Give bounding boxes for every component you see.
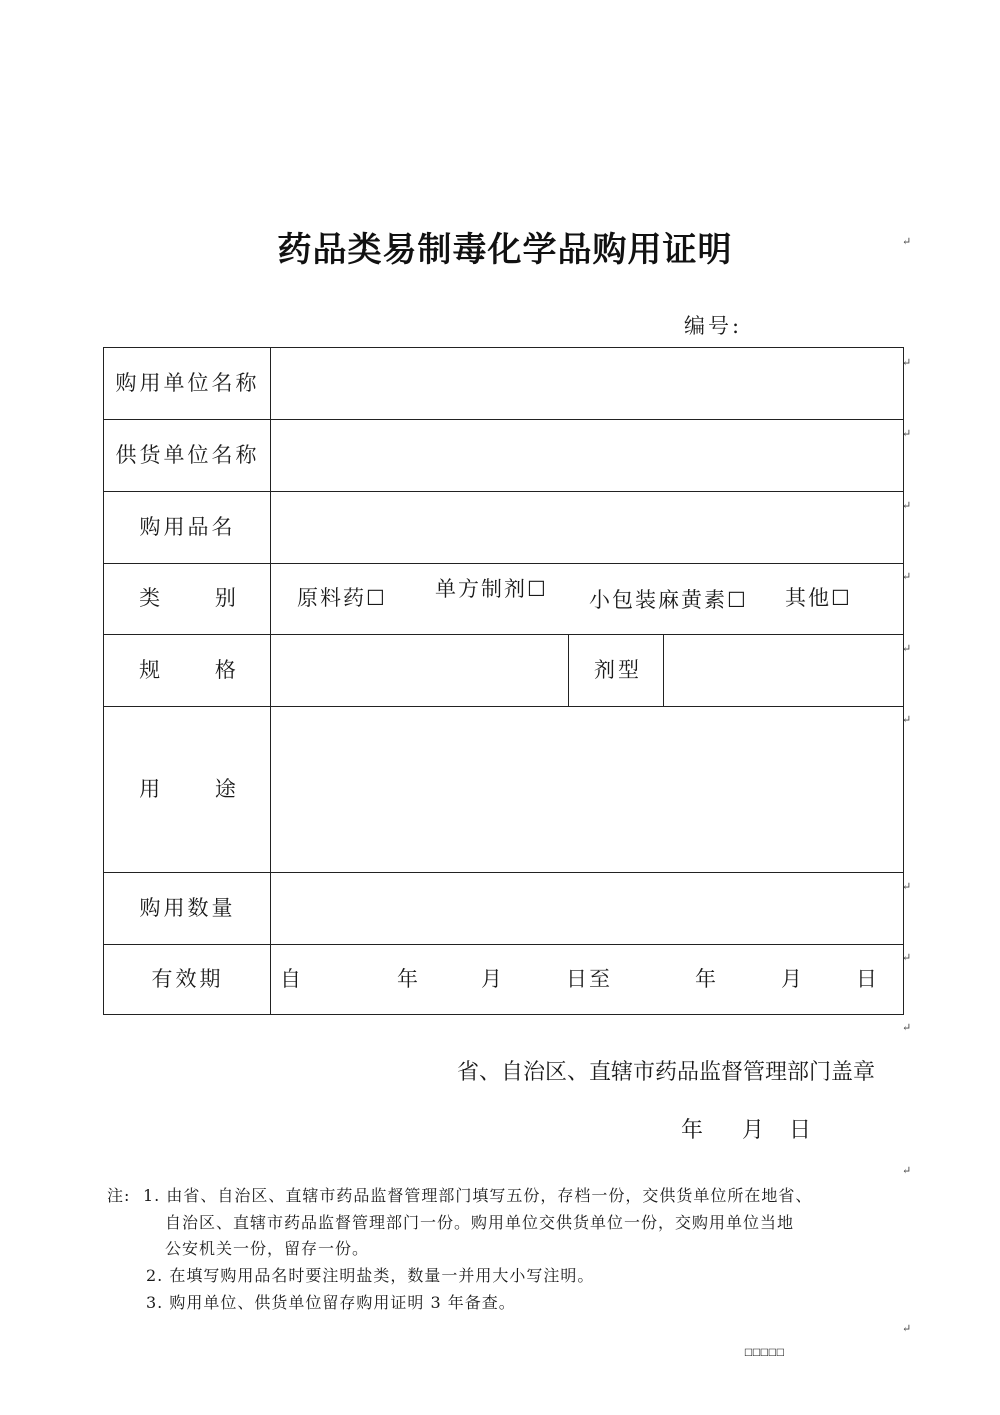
note-line: 2. 在填写购用品名时要注明盐类，数量一并用大小写注明。 [146, 1266, 595, 1285]
validity-start-day-to: 日至 [566, 967, 612, 991]
dosage-form-field[interactable] [664, 635, 903, 706]
validity-from: 自 [280, 967, 301, 991]
paragraph-mark-icon: ↵ [902, 880, 912, 893]
validity-end-month: 月 [781, 967, 802, 991]
paragraph-mark-icon: ↵ [902, 235, 912, 248]
quantity-label: 购用数量 [139, 896, 236, 920]
paragraph-mark-icon: ↵ [902, 951, 912, 964]
note-line: 公安机关一份，留存一份。 [165, 1239, 370, 1258]
authority-stamp-label: 省、自治区、直辖市药品监督管理部门盖章 [457, 1060, 876, 1085]
stamp-date-year: 年 [681, 1118, 704, 1143]
dosage-form-label: 剂型 [594, 658, 642, 682]
stamp-date-day: 日 [789, 1118, 812, 1143]
category-option-ephedrine[interactable]: 小包装麻黄素☐ [589, 588, 748, 612]
spec-divider [568, 634, 569, 706]
paragraph-mark-icon: ↵ [902, 642, 912, 655]
footer-mark: ☐☐☐☐☐ [744, 1348, 784, 1359]
row-divider [104, 563, 903, 564]
paragraph-mark-icon: ↵ [902, 1164, 912, 1177]
paragraph-mark-icon: ↵ [902, 356, 912, 369]
purchase-certificate-form [103, 347, 904, 1015]
category-label: 类 别 [139, 586, 260, 610]
validity-start-year: 年 [397, 967, 418, 991]
serial-number-label: 编号: [684, 314, 743, 338]
paragraph-mark-icon: ↵ [902, 713, 912, 726]
supplier-name-field[interactable] [271, 420, 903, 491]
supplier-name-label: 供货单位名称 [115, 443, 260, 467]
document-title: 药品类易制毒化学品购用证明 [277, 230, 733, 270]
validity-end-day: 日 [856, 967, 877, 991]
paragraph-mark-icon: ↵ [902, 1021, 912, 1034]
usage-field[interactable] [271, 707, 903, 872]
paragraph-mark-icon: ↵ [902, 499, 912, 512]
product-name-field[interactable] [271, 492, 903, 563]
purchaser-name-field[interactable] [271, 348, 903, 419]
paragraph-mark-icon: ↵ [902, 1322, 912, 1335]
note-line: 3. 购用单位、供货单位留存购用证明 3 年备查。 [146, 1293, 516, 1312]
purchaser-name-label: 购用单位名称 [115, 371, 260, 395]
validity-end-year: 年 [695, 967, 716, 991]
note-line: 自治区、直辖市药品监督管理部门一份。购用单位交供货单位一份，交购用单位当地 [165, 1213, 795, 1232]
spec-label: 规 格 [139, 658, 260, 682]
category-option-raw-material[interactable]: 原料药☐ [297, 586, 387, 610]
usage-label: 用 途 [139, 777, 260, 801]
row-divider [104, 944, 903, 945]
paragraph-mark-icon: ↵ [902, 427, 912, 440]
category-option-other[interactable]: 其他☐ [785, 586, 852, 610]
notes-prefix: 注: [107, 1186, 131, 1205]
validity-start-month: 月 [481, 967, 502, 991]
stamp-date-month: 月 [742, 1118, 765, 1143]
quantity-field[interactable] [271, 873, 903, 944]
paragraph-mark-icon: ↵ [902, 570, 912, 583]
product-name-label: 购用品名 [139, 515, 236, 539]
note-line: 1. 由省、自治区、直辖市药品监督管理部门填写五份，存档一份，交供货单位所在地省、 [143, 1186, 813, 1205]
category-option-single-preparation[interactable]: 单方制剂☐ [435, 577, 548, 601]
validity-label: 有效期 [151, 967, 224, 991]
spec-field[interactable] [271, 635, 568, 706]
